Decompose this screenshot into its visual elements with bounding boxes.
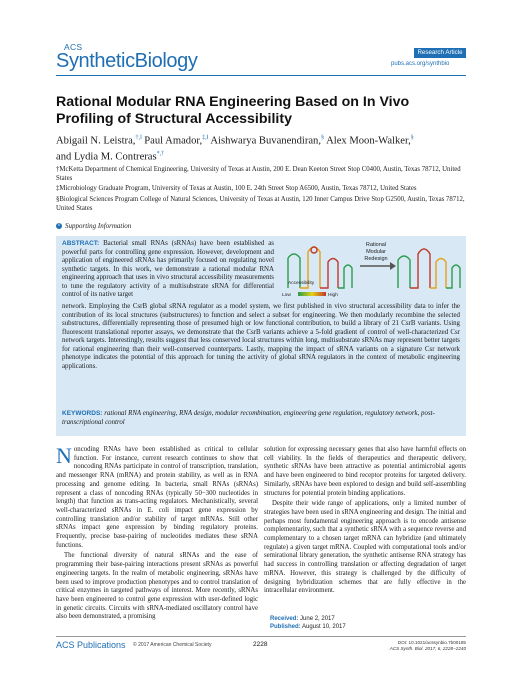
journal-logo-name: SyntheticBiology (56, 50, 198, 72)
abstract-label: ABSTRACT: (62, 240, 100, 247)
doi-link[interactable]: DOI: 10.1021/acssynbio.7b00185 (397, 640, 466, 645)
abstract-text-top (62, 240, 274, 300)
affiliation-1: †McKetta Department of Chemical Engineering, University of Texas at Austin, 200 E. Dean Keeton Street Stop C0400, Austin, Texas 78712, United States (56, 166, 461, 182)
keywords-label: KEYWORDS: (62, 410, 103, 417)
author-name[interactable]: Abigail N. Leistra, (56, 135, 136, 147)
accessibility-scale-bar (298, 292, 326, 296)
abstract-text-full: network. Employing the CsrB global sRNA regulator as a model system, we first published in vivo structural accessibility data to infer the contribution of its local structures (substructures) to function and select a subset for engineering. We then modularly recombine the selected substructures, differentially representing those of presumed high or low functional contribution, to build a library of 21 CsrB variants. Using fluorescent translational reporter assays, we demonstrate that the CsrB variants achieve a 5-fold gradient of control of well-characterized Csr network targets. Interestingly, results suggest that less conserved local structures within long, multisubstrate sRNAs may represent better targets for rational engineering than their well-conserved counterparts. Lastly, mapping the impact of sRNA variants on a signature Csr network phenotype indicates the potential of this approach for tuning the activity of global sRNA regulators in the context of metabolic engineering applications. (62, 303, 460, 370)
toc-scale-title: Accessibility (288, 281, 315, 286)
left-paragraph-2: The functional diversity of natural sRNAs and the ease of programming their base-pairing interactions present sRNAs as powerful engineering targets. In the realm of metabolic engineering, sRNAs have been used to improve production phenotypes and to control translation of critical enzymes in targeted pathways of interest. More recently, sRNAs have been engineered to control gene expression with user-defined logic in genetic circuits. Circuits with sRNA-mediated oscillatory control have also been demonstrated, a promising (56, 552, 258, 621)
article-type-badge: Research Article (414, 48, 466, 58)
redesign-arrow-head (390, 262, 396, 270)
published-label: Published: (270, 624, 301, 630)
supporting-info-link[interactable] (56, 222, 131, 230)
published-date: August 10, 2017 (302, 624, 346, 630)
author-affil-sup: § (410, 135, 414, 141)
abstract-body-narrow: Bacterial small RNAs (sRNAs) have been established as powerful parts for controlling gene expression. However, development and application of engineered sRNAs has primarily focused on regulating novel synthetic targets. In this work, we demonstrate a rational modular RNA engineering approach that uses in vivo structural accessibility measurements to tune the regulatory activity of a multisubstrate sRNA for differential control of its native target (62, 240, 274, 299)
toc-low-label: Low (282, 293, 291, 298)
dropcap: N (56, 443, 72, 468)
supporting-info-label: Supporting Information (65, 222, 132, 230)
toc-high-label: High (328, 293, 338, 298)
author-affil-sup: ‡,‖ (202, 135, 209, 141)
journal-logo-prefix: ACS (64, 42, 83, 52)
right-paragraph-1: solution for expressing necessary genes that also have harmful effects on cell viability. In the fields of therapeutics and therapeutic delivery, synthetic sRNAs have been attractive as potential antimicrobial agents and have been engineered to bind receptor proteins for targeted delivery. Similarly, sRNAs have been explored to design and build self-assembling structures for potential protein binding applications. (264, 446, 466, 497)
received-date: June 2, 2017 (300, 616, 335, 622)
citation: ACS Synth. Biol. 2017, 6, 2228−2240 (389, 646, 466, 651)
author-name[interactable]: Aishwarya Buvanendiran, (210, 135, 322, 147)
toc-label-1: Rational (365, 242, 387, 248)
toc-label-2: Modular (366, 249, 386, 255)
page-number: 2228 (253, 641, 268, 648)
keywords (62, 410, 460, 427)
received-label: Received: (270, 616, 299, 622)
copyright: © 2017 American Chemical Society (133, 642, 212, 648)
author-affil-sup: †,‖ (135, 135, 142, 141)
author-name[interactable]: and Lydia M. Contreras (56, 151, 157, 163)
doi-block (380, 640, 466, 652)
author-name[interactable]: Alex Moon-Walker, (326, 135, 411, 147)
header-rule (56, 75, 466, 76)
author-name[interactable]: Paul Amador, (144, 135, 203, 147)
article-title: Rational Modular RNA Engineering Based on In Vivo Profiling of Structural Accessibility (56, 94, 410, 127)
info-icon: s (56, 223, 62, 229)
author-list (56, 132, 466, 164)
keywords-list: rational RNA engineering, RNA design, modular recombination, engineering gene regulation, regulatory network, post-transcriptional control (62, 410, 435, 426)
left-paragraph-1: oncoding RNAs have been established as critical to cellular function. For instance, current research continues to show that noncoding RNAs participate in control of transcription, translation, and messenger RNA (mRNA) and protein stability, as well as in RNA processing and genome editing. In bacteria, small RNAs (sRNAs) represent a class of noncoding RNAs (typically 50−300 nucleotides in length) that function as trans-acting regulators. Mechanistically, several well-characterized sRNAs in E. coli impact gene expression by controlling translation and/or stability of target mRNAs. Still other sRNAs impact gene expression by binding regulatory proteins. Frequently, precise base-pairing of nucleotides mediates these sRNA functions. (56, 446, 258, 549)
body-left-column (56, 443, 258, 624)
body-right-column (264, 446, 466, 598)
article-dates (270, 615, 346, 631)
footer-rule (56, 636, 466, 637)
author-affil-sup: *,† (156, 151, 165, 158)
publisher-logo[interactable]: ACS Publications (56, 640, 126, 650)
right-paragraph-2: Despite their wide range of applications, only a limited number of strategies have been used in sRNA engineering and design. The initial and perhaps most fundamental engineering approach is to encode antisense complementarity, such that a synthetic sRNA with a sequence reverse and complementary to a chosen target mRNA can hybridize (and ultimately regulate) a given target mRNA. Coupled with computational tools and/or semirational library generation, the synthetic antisense RNA strategy has had success in controlling translation or affecting degradation of target mRNA. However, this strategy is challenged by the difficulty of designing hybridization schemes that are fully effective in the intracellular environment. (264, 500, 466, 595)
affiliation-2: ‡Microbiology Graduate Program, University of Texas at Austin, 100 E. 24th Street Stop A6500, Austin, Texas 78712, United States (56, 185, 417, 192)
author-affil-sup: § (321, 135, 325, 141)
toc-graphic (280, 238, 462, 300)
rna-structure-right (398, 249, 460, 288)
toc-label-3: Redesign (364, 256, 388, 262)
affiliation-3: §Biological Sciences Program College of Natural Sciences, University of Texas at Austin, 120 Inner Campus Drive Stop G2500, Austin, Texas 78712, United States (56, 196, 465, 212)
journal-url[interactable]: pubs.acs.org/synthbio (391, 61, 450, 67)
